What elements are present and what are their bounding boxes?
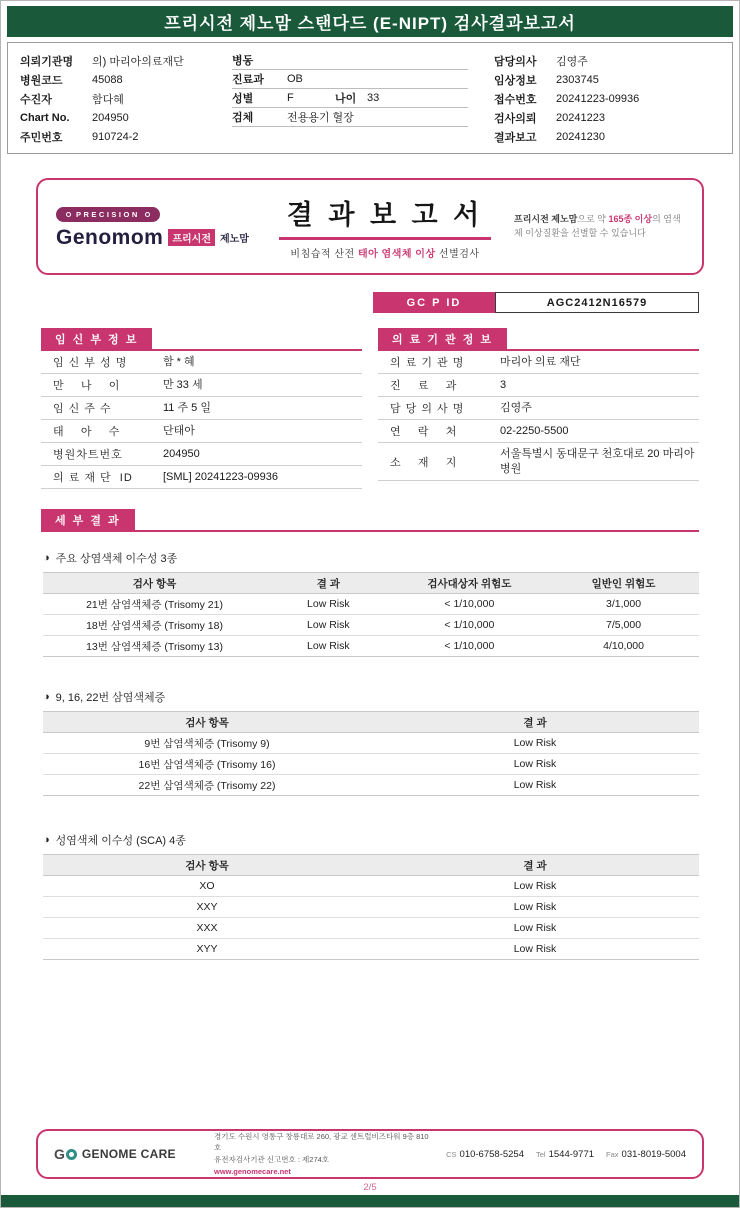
cell-subject-risk: < 1/10,000 [391, 594, 548, 615]
field-label: 소 재 지 [390, 456, 458, 469]
field-label: 성별 [232, 93, 254, 105]
field-value: 45088 [92, 73, 123, 86]
field-label: 병원차트번호 [53, 449, 123, 461]
table-header-row [43, 855, 699, 876]
major-aneuploidy-table [43, 572, 699, 657]
cell-result: Low Risk [266, 636, 391, 657]
logo-ring-icon [66, 1149, 77, 1160]
half-circle-icon: ◑ [43, 691, 50, 703]
field-row [20, 70, 232, 89]
table-row [43, 939, 699, 960]
field-value: 20241230 [556, 130, 605, 143]
field-row [494, 108, 720, 127]
detail-results-title-bar [41, 509, 699, 532]
tel-number: 1544-9771 [548, 1148, 595, 1160]
section-title-other [43, 689, 697, 705]
table-row [43, 733, 699, 754]
field-label: 주민번호 [20, 131, 63, 144]
table-row [41, 351, 362, 374]
field-value: 함다혜 [92, 93, 124, 106]
cell-subject-risk: < 1/10,000 [391, 636, 548, 657]
mother-info-title-bar [41, 328, 362, 351]
field-row [232, 70, 468, 89]
cell-test-name: XXX [43, 918, 371, 939]
cell-result: Low Risk [371, 939, 699, 960]
cs-number: 010-6758-5254 [459, 1148, 524, 1160]
field-label: 임상정보 [494, 74, 537, 87]
footer-fax [606, 1149, 686, 1160]
field-label: 임 신 부 성 명 [53, 357, 128, 369]
field-value: 204950 [163, 447, 200, 460]
field-value: 서울특별시 동대문구 천호대로 20 마리아병원 [500, 447, 695, 475]
table-row [43, 636, 699, 657]
field-value: 함 * 혜 [163, 355, 195, 368]
column-header: 결 과 [371, 855, 699, 876]
cell-test-name: XYY [43, 939, 371, 960]
field-row [20, 127, 232, 146]
footer-address [214, 1131, 434, 1178]
half-circle-icon: ◑ [43, 552, 50, 564]
field-value: 의) 마리아의료재단 [92, 55, 184, 68]
footer-brand-name: GENOME CARE [81, 1147, 176, 1161]
note-brand: 프리시전 제노맘 [514, 213, 578, 224]
subtitle-highlight: 태아 염색체 이상 [357, 249, 436, 260]
sca-table [43, 854, 699, 960]
fax-number: 031-8019-5004 [621, 1148, 686, 1160]
genomecare-logo [54, 1146, 202, 1162]
report-heading-subtitle [266, 245, 504, 260]
field-label: 태 아 수 [53, 426, 121, 438]
column-header: 검사 항목 [43, 712, 371, 733]
footer-card [36, 1129, 704, 1179]
screening-note [514, 213, 684, 241]
field-label: 담 당 의 사 명 [390, 403, 465, 415]
table-header-row [43, 712, 699, 733]
section-title-text: 성염색체 이수성 (SCA) 4종 [55, 835, 186, 847]
genomom-logo [56, 204, 256, 250]
field-value: OB [287, 73, 303, 85]
gcpid-label: GC P ID [373, 292, 495, 313]
column-header: 검사 항목 [43, 573, 266, 594]
brand-name-kr-badge: 프리시전 [168, 229, 215, 246]
cell-result: Low Risk [266, 594, 391, 615]
table-row [43, 876, 699, 897]
table-row [378, 374, 699, 397]
field-label: 병원코드 [20, 74, 63, 87]
brand-name-kr: 제노맘 [219, 234, 249, 245]
half-circle-icon: ◑ [43, 834, 50, 846]
cell-result: Low Risk [371, 897, 699, 918]
cell-test-name: XO [43, 876, 371, 897]
info-tables [41, 328, 699, 489]
table-row [41, 397, 362, 420]
logo-letter: G [54, 1146, 65, 1162]
table-row [43, 918, 699, 939]
footer-contacts [446, 1149, 686, 1160]
table-row [43, 775, 699, 796]
cell-test-name: 13번 삼염색체증 (Trisomy 13) [43, 636, 266, 657]
patient-header-middle [232, 51, 494, 146]
section-title-sca [43, 832, 697, 848]
field-value: 전용용기 혈장 [287, 112, 354, 124]
cell-result: Low Risk [371, 754, 699, 775]
cell-result: Low Risk [371, 876, 699, 897]
field-value: F [287, 92, 294, 104]
field-value: 김영주 [500, 401, 532, 414]
cell-test-name: 16번 삼염색체증 (Trisomy 16) [43, 754, 371, 775]
fax-label: Fax [606, 1149, 619, 1159]
column-header: 결 과 [266, 573, 391, 594]
field-value: [SML] 20241223-09936 [163, 470, 278, 483]
field-row [20, 108, 232, 127]
footer-website: www.genomecare.net [214, 1166, 291, 1176]
field-value: 02-2250-5500 [500, 424, 569, 437]
section-title-text: 주요 상염색체 이수성 3종 [55, 553, 178, 565]
table-row [43, 594, 699, 615]
field-value: 20241223-09936 [556, 92, 640, 105]
subtitle-text: 선별검사 [435, 249, 480, 260]
gcpid-value: AGC2412N16579 [495, 292, 699, 313]
note-highlight: 165종 이상 [608, 213, 653, 224]
gcpid-row [373, 292, 699, 313]
field-row [232, 51, 468, 70]
page-title: 프리시전 제노맘 스탠다드 (E-NIPT) 검사결과보고서 [164, 14, 576, 33]
detail-results-title: 세 부 결 과 [41, 509, 135, 530]
field-label: 의 료 기 관 명 [390, 357, 465, 369]
cell-result: Low Risk [266, 615, 391, 636]
report-heading [266, 193, 504, 260]
field-row [494, 70, 720, 89]
field-row [494, 127, 720, 146]
field-value: 11 주 5 일 [163, 401, 211, 414]
genomecare-logo-icon [54, 1146, 77, 1162]
field-label: 의뢰기관명 [20, 55, 74, 68]
page-number: 2/5 [363, 1182, 377, 1193]
footer-address-line1: 경기도 수원시 영통구 창룡대로 260, 광교 센트럴비즈타워 9층 810호 [214, 1131, 429, 1153]
field-label: 진 료 과 [390, 380, 458, 392]
clinic-info-title-bar [378, 328, 699, 351]
field-row [20, 51, 232, 70]
report-title-bar [7, 6, 733, 37]
cell-test-name: 9번 삼염색체증 (Trisomy 9) [43, 733, 371, 754]
mother-info-title: 임 신 부 정 보 [41, 328, 152, 349]
report-card-header [36, 178, 704, 275]
section-title-major [43, 550, 697, 566]
field-value: 김영주 [556, 55, 588, 68]
column-header: 검사대상자 위험도 [391, 573, 548, 594]
table-row [41, 443, 362, 466]
field-label: 나이 [335, 93, 357, 105]
cell-test-name: XXY [43, 897, 371, 918]
cell-test-name: 22번 삼염색체증 (Trisomy 22) [43, 775, 371, 796]
footer-tel [536, 1149, 594, 1160]
cell-subject-risk: < 1/10,000 [391, 615, 548, 636]
cell-result: Low Risk [371, 733, 699, 754]
field-label: 수진자 [20, 93, 52, 106]
table-row [41, 374, 362, 397]
cell-result: Low Risk [371, 918, 699, 939]
field-label: 결과보고 [494, 131, 537, 144]
section-title-text: 9, 16, 22번 삼염색체증 [55, 692, 166, 704]
field-label: 접수번호 [494, 93, 537, 106]
cs-label: CS [446, 1149, 457, 1159]
tel-label: Tel [536, 1149, 546, 1159]
brand-name-en: Genomom [56, 225, 164, 249]
field-label: 연 락 처 [390, 426, 458, 438]
field-value: 만 33 세 [163, 378, 203, 391]
field-row [232, 89, 468, 108]
cell-population-risk: 4/10,000 [548, 636, 699, 657]
field-row [232, 108, 468, 127]
field-value: 910724-2 [92, 130, 139, 143]
field-value: 마리아 의료 재단 [500, 355, 581, 368]
field-label: 만 나 이 [53, 380, 121, 392]
table-row [378, 443, 699, 481]
field-label: 검체 [232, 112, 254, 124]
dot-icon [145, 212, 150, 217]
field-label: 담당의사 [494, 55, 537, 68]
column-header: 검사 항목 [43, 855, 371, 876]
note-text: 으로 약 [577, 213, 609, 224]
field-value: 3 [500, 378, 507, 391]
column-header: 일반인 위험도 [548, 573, 699, 594]
field-label: 진료과 [232, 74, 264, 86]
cell-test-name: 18번 삼염색체증 (Trisomy 18) [43, 615, 266, 636]
clinic-info-table [378, 328, 699, 481]
table-row [378, 420, 699, 443]
field-label: 병동 [232, 55, 254, 67]
field-label: 임 신 주 수 [53, 403, 112, 415]
cell-result: Low Risk [371, 775, 699, 796]
report-heading-title: 결 과 보 고 서 [279, 193, 491, 240]
table-header-row [43, 573, 699, 594]
subtitle-text: 비침습적 산전 [290, 249, 358, 260]
bottom-green-bar [1, 1195, 739, 1207]
field-row [20, 89, 232, 108]
patient-header-left [20, 51, 232, 146]
table-row [43, 615, 699, 636]
field-label: 의 료 재 단 ID [53, 472, 133, 484]
cell-population-risk: 3/1,000 [548, 594, 699, 615]
table-row [378, 351, 699, 374]
footer-address-line2: 유전자검사기관 신고번호 : 제274호 [214, 1155, 330, 1164]
field-value: 20241223 [556, 111, 605, 124]
table-row [43, 754, 699, 775]
field-label: 검사의뢰 [494, 112, 537, 125]
table-row [378, 397, 699, 420]
column-header: 결 과 [371, 712, 699, 733]
brand-line [56, 226, 256, 250]
clinic-info-title: 의 료 기 관 정 보 [378, 328, 507, 349]
precision-badge [56, 207, 160, 222]
other-trisomy-table [43, 711, 699, 796]
dot-icon [66, 212, 71, 217]
precision-badge-label: PRECISION [76, 209, 140, 219]
mother-info-table [41, 328, 362, 489]
field-label: Chart No. [20, 111, 70, 124]
cell-test-name: 21번 삼염색체증 (Trisomy 21) [43, 594, 266, 615]
footer-cs [446, 1149, 524, 1160]
patient-header-right [494, 51, 720, 146]
field-row [494, 89, 720, 108]
note-text: 의 염색체 이상질환을 선별할 수 있습니다 [514, 213, 681, 238]
field-row [494, 51, 720, 70]
cell-population-risk: 7/5,000 [548, 615, 699, 636]
field-value: 204950 [92, 111, 129, 124]
patient-header [7, 42, 733, 154]
field-value: 33 [367, 92, 380, 104]
table-row [41, 466, 362, 489]
field-value: 2303745 [556, 73, 599, 86]
table-row [43, 897, 699, 918]
table-row [41, 420, 362, 443]
field-value: 단태아 [163, 424, 195, 437]
